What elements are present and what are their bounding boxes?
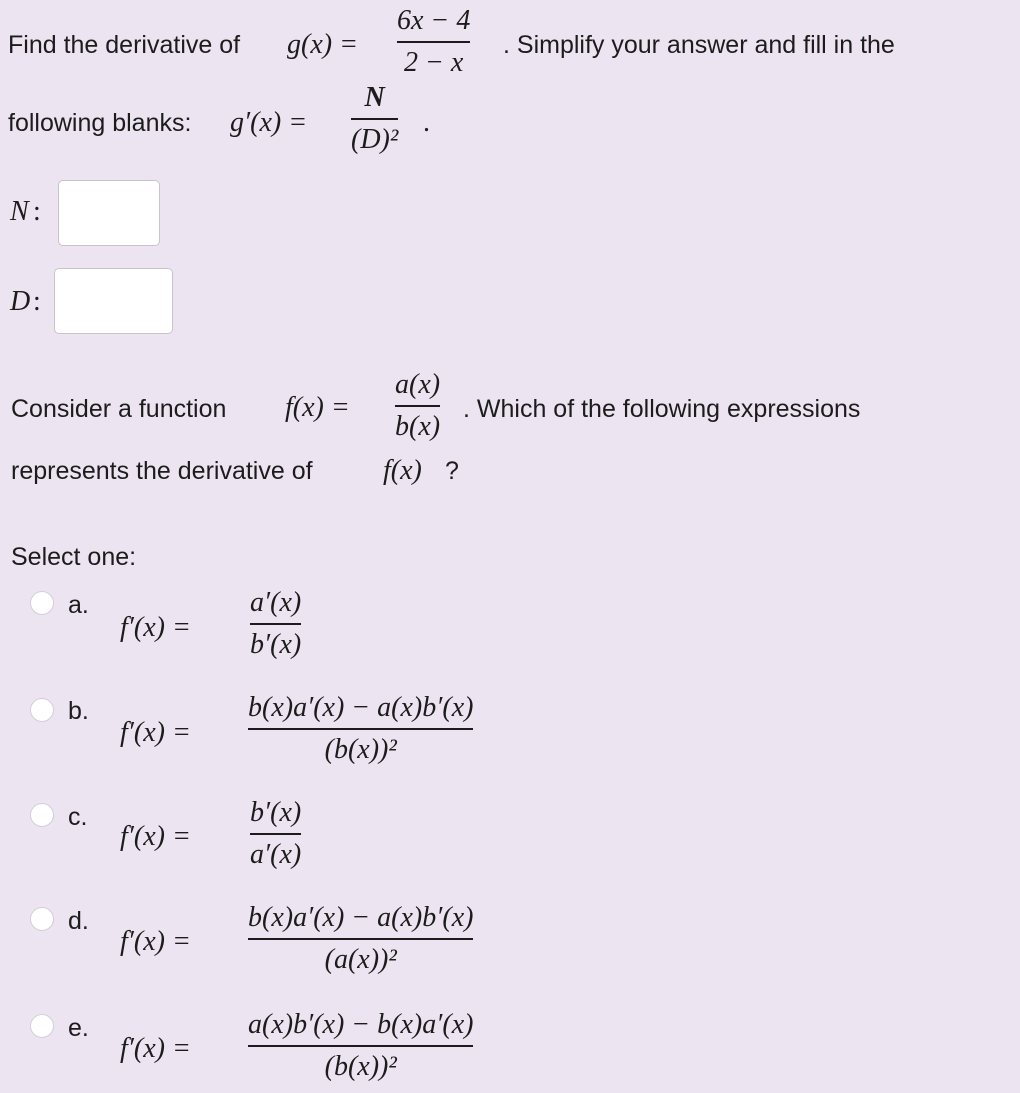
option-e-letter: e. xyxy=(68,1014,89,1042)
option-e-radio[interactable] xyxy=(30,1014,54,1038)
n-field-label: N xyxy=(10,196,29,227)
d-field-colon: : xyxy=(33,286,41,317)
option-c-numerator: b′(x) xyxy=(250,797,302,828)
q1-after-text: . Simplify your answer and fill in the xyxy=(503,31,895,59)
q2-line2-f: f(x) xyxy=(383,455,422,486)
q2-f-denominator: b(x) xyxy=(395,411,441,442)
option-e-fraction xyxy=(248,1008,473,1084)
option-d-lhs: f′(x) = xyxy=(120,926,191,957)
option-c-radio[interactable] xyxy=(30,803,54,827)
option-a-radio[interactable] xyxy=(30,591,54,615)
option-d-radio[interactable] xyxy=(30,907,54,931)
option-a-denominator: b′(x) xyxy=(250,629,302,660)
option-b-denominator: (b(x))² xyxy=(324,734,397,765)
option-b-lhs: f′(x) = xyxy=(120,717,191,748)
option-d-numerator: b(x)a′(x) − a(x)b′(x) xyxy=(248,902,474,933)
option-c-letter: c. xyxy=(68,803,88,831)
option-b-fraction xyxy=(248,691,473,767)
option-d-letter: d. xyxy=(68,907,89,935)
option-e-numerator: a(x)b′(x) − b(x)a′(x) xyxy=(248,1009,474,1040)
q1-answer-dot: . xyxy=(423,107,430,138)
n-field-colon: : xyxy=(33,196,41,227)
q2-f-numerator: a(x) xyxy=(395,369,441,400)
q2-after-text: . Which of the following expressions xyxy=(463,395,861,423)
option-b-letter: b. xyxy=(68,697,89,725)
d-answer-input[interactable] xyxy=(54,268,173,334)
q1-g-fraction xyxy=(397,4,470,80)
q1-g-denominator: 2 − x xyxy=(404,47,464,78)
option-a-numerator: a′(x) xyxy=(250,587,302,618)
q2-line2-text: represents the derivative of xyxy=(11,457,313,485)
option-c-denominator: a′(x) xyxy=(250,839,302,870)
q1-g-numerator: 6x − 4 xyxy=(397,5,471,36)
option-c-lhs: f′(x) = xyxy=(120,821,191,852)
q1-answer-fraction xyxy=(351,81,398,157)
q1-answer-denominator: (D)² xyxy=(351,124,399,155)
option-e-lhs: f′(x) = xyxy=(120,1033,191,1064)
q2-intro-text: Consider a function xyxy=(11,395,227,423)
q1-intro-text: Find the derivative of xyxy=(8,31,241,59)
n-answer-input[interactable] xyxy=(58,180,160,246)
q2-f-fraction xyxy=(395,368,440,444)
q1-line2-text: following blanks: xyxy=(8,109,192,137)
option-b-radio[interactable] xyxy=(30,698,54,722)
option-a-fraction xyxy=(250,586,301,662)
option-a-letter: a. xyxy=(68,591,89,619)
select-one-label: Select one: xyxy=(11,543,137,571)
option-e-denominator: (b(x))² xyxy=(324,1051,397,1082)
option-d-fraction xyxy=(248,901,473,977)
option-d-denominator: (a(x))² xyxy=(324,944,397,975)
q2-f-label: f(x) = xyxy=(285,392,350,423)
q2-line2-question-mark: ? xyxy=(445,457,459,485)
option-c-fraction xyxy=(250,796,301,872)
option-a-lhs: f′(x) = xyxy=(120,612,191,643)
option-b-numerator: b(x)a′(x) − a(x)b′(x) xyxy=(248,692,474,723)
q1-gprime-label: g′(x) = xyxy=(230,107,308,138)
q1-answer-numerator: N xyxy=(364,82,385,113)
q1-g-label: g(x) = xyxy=(287,29,358,60)
d-field-label: D xyxy=(10,286,31,317)
